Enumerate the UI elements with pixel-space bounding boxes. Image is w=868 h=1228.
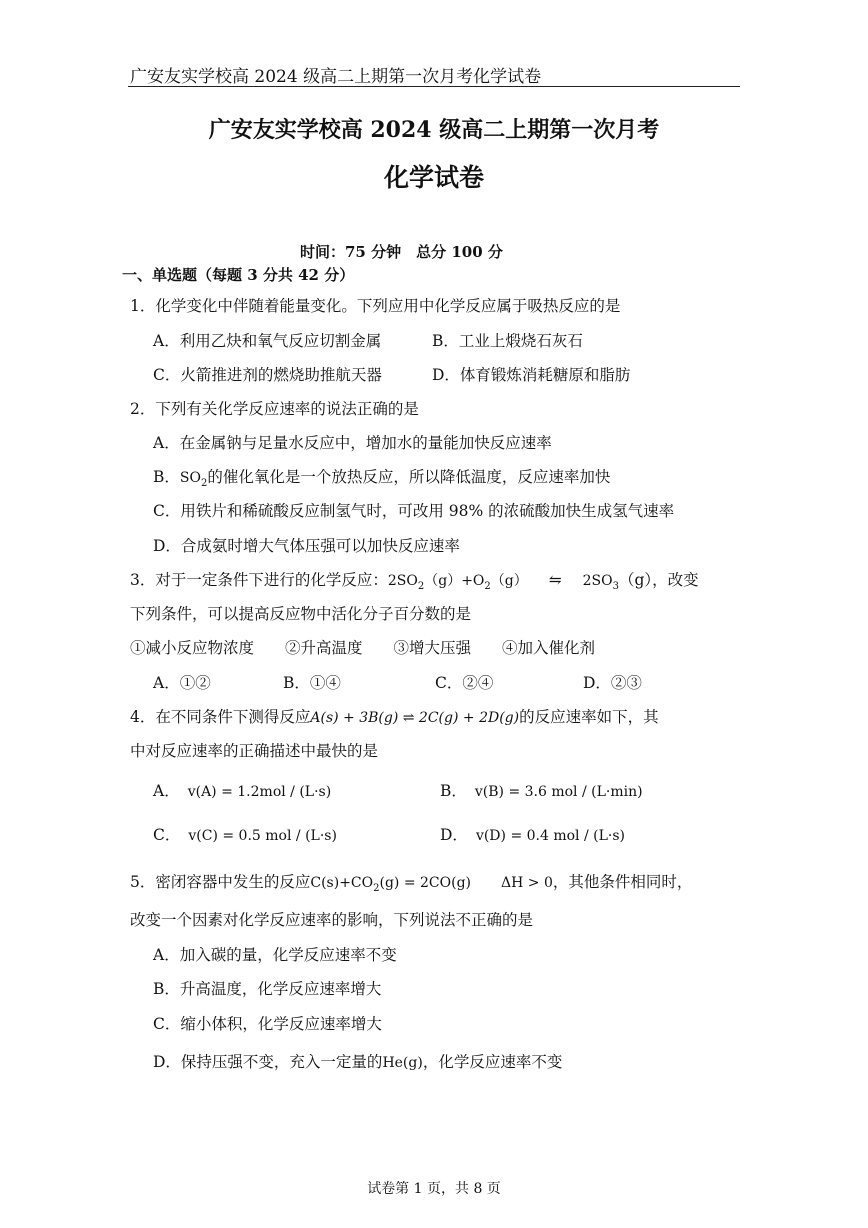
q5-stem: [130, 870, 692, 894]
q4-option-c-value: v(C) = 0.5 mol / (L·s): [188, 828, 337, 844]
q1-option-c: C．火箭推进剂的燃烧助推航天器: [153, 366, 382, 384]
q3-eq-sub1: 2: [417, 581, 425, 593]
q2-option-b-label: B．: [153, 468, 180, 486]
q3-conditions: ①减小反应物浓度 ②升高温度 ③增大压强 ④加入催化剂: [130, 639, 596, 657]
q4-option-d-value: v(D) = 0.4 mol / (L·s): [475, 828, 625, 844]
q4-option-c-label: C．: [153, 826, 181, 844]
q4-equation: A(s) + 3B(g) ⇌ 2C(g) + 2D(g): [310, 710, 520, 726]
q5-option-b: B．升高温度，化学反应速率增大: [153, 980, 382, 998]
section-heading: 一、单选题（每题 3 分共 42 分）: [122, 266, 355, 284]
q5-option-c: C．缩小体积，化学反应速率增大: [153, 1015, 382, 1033]
q3-stem: [130, 568, 699, 592]
q3-eq-end: （g），改变: [618, 571, 699, 589]
q2-stem: 2．下列有关化学反应速率的说法正确的是: [130, 400, 419, 418]
q5-stem-text: 5．密闭容器中发生的反应: [130, 873, 311, 891]
q2-option-b-text: 的催化氧化是一个放热反应，所以降低温度，反应速率加快: [207, 468, 611, 486]
q3-eq-sub3: 3: [612, 581, 619, 593]
q4-option-a: [153, 779, 331, 801]
exam-title: 广安友实学校高 2024 级高二上期第一次月考: [208, 117, 660, 143]
q4-stem-post: 的反应速率如下，其: [519, 708, 659, 726]
q5-option-a: A．加入碳的量，化学反应速率不变: [153, 946, 397, 964]
q1-stem: 1．化学变化中伴随着能量变化。下列应用中化学反应属于吸热反应的是: [130, 297, 621, 315]
q4-stem-line2: 中对反应速率的正确描述中最快的是: [130, 742, 379, 760]
q4-option-b: [440, 779, 643, 801]
q3-option-a: A．①②: [153, 674, 211, 692]
q3-stem-line2: 下列条件，可以提高反应物中活化分子百分数的是: [130, 605, 472, 623]
page-footer: 试卷第 1 页，共 8 页: [367, 1181, 501, 1197]
q2-option-b: [153, 465, 610, 489]
q2-so2-formula: SO: [179, 470, 201, 486]
q4-stem: [130, 705, 659, 727]
q2-option-d: D．合成氨时增大气体压强可以加快反应速率: [153, 537, 460, 555]
q3-stem-text: 3．对于一定条件下进行的化学反应：: [130, 571, 388, 589]
q3-option-b: B．①④: [283, 674, 341, 692]
q3-equilibrium-arrow: ⇋: [548, 571, 562, 589]
q2-so2-subscript: 2: [200, 478, 208, 490]
q3-option-d: D．②③: [583, 674, 642, 692]
q4-option-a-value: v(A) = 1.2mol / (L·s): [187, 784, 332, 800]
exam-time-info: 时间：75 分钟 总分 100 分: [300, 243, 503, 261]
q5-option-d-post: ，化学反应速率不变: [422, 1053, 563, 1071]
q4-option-d-label: D．: [440, 826, 468, 844]
q5-eq-sub: 2: [373, 883, 380, 895]
q3-eq-sub2: 2: [484, 581, 491, 593]
q4-option-c: [153, 823, 337, 845]
q2-option-a: A．在金属钠与足量水反应中，增加水的量能加快反应速率: [153, 434, 552, 452]
q3-eq-left: 2SO: [387, 573, 418, 589]
q3-option-c: C．②④: [435, 674, 494, 692]
q5-option-d: [153, 1050, 562, 1072]
exam-subject: 化学试卷: [383, 163, 484, 192]
q3-eq-mid1: （g）+O: [424, 573, 485, 589]
q5-eq-a: C(s)+CO: [310, 875, 374, 891]
q1-option-d: D．体育锻炼消耗糖原和脂肪: [432, 366, 631, 384]
q5-delta-h: ΔH > 0: [501, 875, 553, 891]
q4-option-b-value: v(B) = 3.6 mol / (L·min): [474, 784, 643, 800]
running-header: 广安友实学校高 2024 级高二上期第一次月考化学试卷: [130, 67, 542, 87]
header-divider: [128, 86, 740, 87]
q5-stem-post: ，其他条件相同时，: [552, 873, 693, 891]
q2-option-c: C．用铁片和稀硫酸反应制氢气时，可改用 98% 的浓硫酸加快生成氢气速率: [153, 502, 675, 520]
q3-eq-mid2: （g）: [490, 573, 528, 589]
q5-stem-line2: 改变一个因素对化学反应速率的影响，下列说法不正确的是: [130, 911, 534, 929]
q1-option-b: B．工业上煅烧石灰石: [432, 332, 583, 350]
q4-option-b-label: B．: [440, 782, 467, 800]
q1-option-a: A．利用乙炔和氧气反应切割金属: [153, 332, 382, 350]
q4-option-a-label: A．: [153, 782, 180, 800]
q5-eq-b: (g) = 2CO(g): [379, 875, 471, 891]
q5-option-d-text: D．保持压强不变，充入一定量的: [153, 1053, 383, 1071]
q5-he-formula: He(g): [382, 1055, 423, 1071]
q4-stem-text: 4．在不同条件下测得反应: [130, 708, 311, 726]
q3-eq-right: 2SO: [582, 573, 613, 589]
q4-option-d: [440, 823, 625, 845]
